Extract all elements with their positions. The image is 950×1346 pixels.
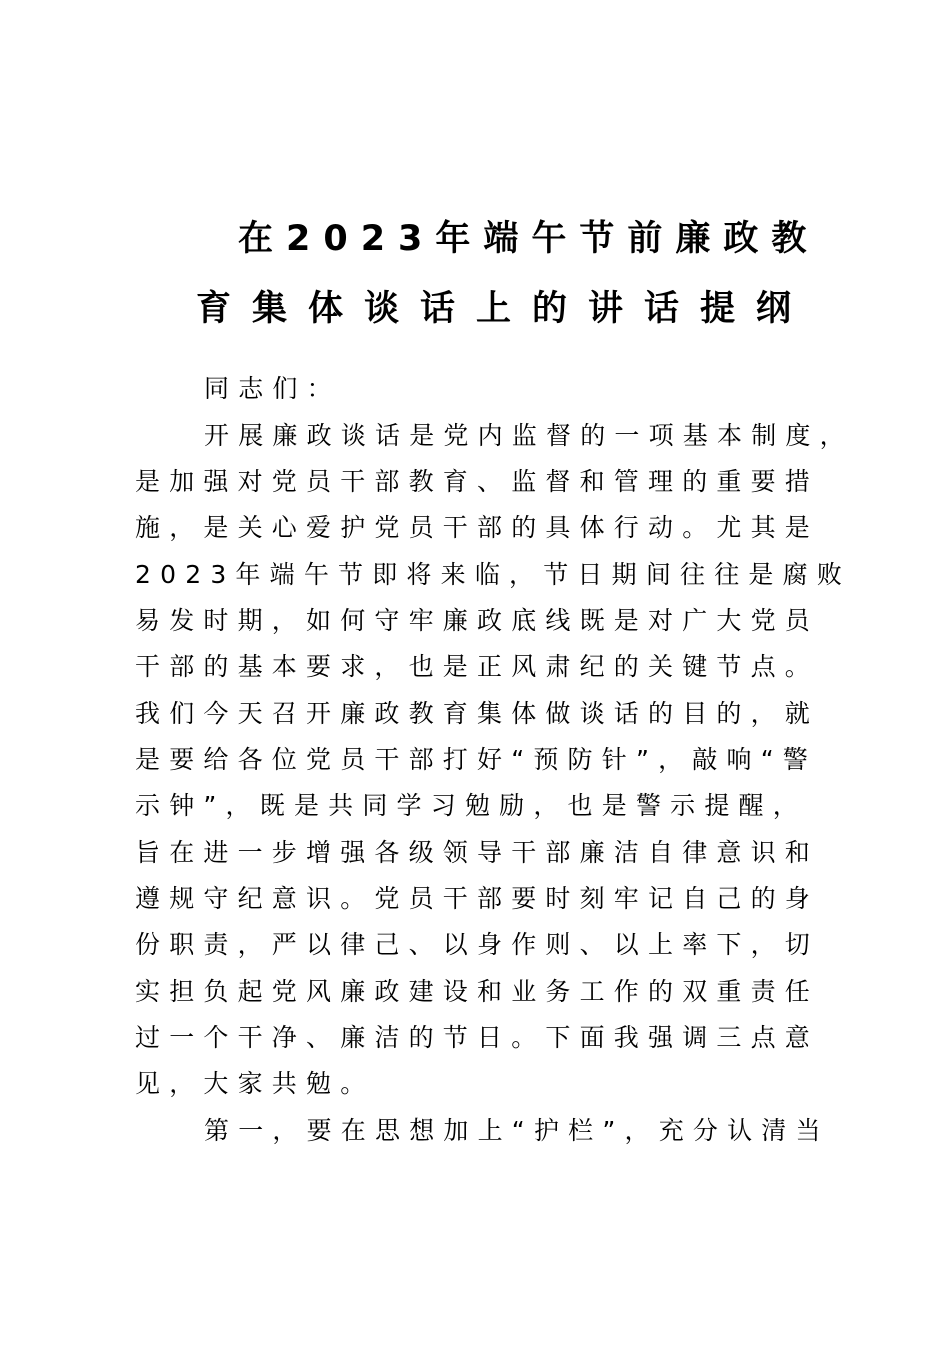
paragraph-1-line-1: 开展廉政谈话是党内监督的一项基本制度，	[204, 421, 854, 450]
paragraph-1-line-4: 2023年端午节即将来临，节日期间往往是腐败	[135, 560, 852, 589]
title-line-2: 育集体谈话上的讲话提纲	[196, 289, 813, 329]
paragraph-1-line-12: 份职责，严以律己、以身作则、以上率下，切	[135, 930, 820, 959]
paragraph-1-line-8: 是要给各位党员干部打好“预防针”，敲响“警	[135, 745, 818, 774]
paragraph-1-line-9: 示钟”，既是共同学习勉励，也是警示提醒，	[135, 791, 807, 820]
paragraph-1-line-3: 施，是关心爱护党员干部的具体行动。尤其是	[135, 513, 820, 542]
paragraph-1-line-15: 见，大家共勉。	[135, 1069, 375, 1098]
paragraph-1-line-7: 我们今天召开廉政教育集体做谈话的目的，就	[135, 699, 820, 728]
paragraph-2-line-1: 第一，要在思想加上“护栏”，充分认清当	[204, 1116, 830, 1145]
paragraph-1-line-6: 干部的基本要求，也是正风肃纪的关键节点。	[135, 652, 820, 681]
paragraph-1-line-13: 实担负起党风廉政建设和业务工作的双重责任	[135, 977, 820, 1006]
paragraph-1-line-11: 遵规守纪意识。党员干部要时刻牢记自己的身	[135, 884, 820, 913]
title-line-1: 在2023年端午节前廉政教	[238, 219, 820, 259]
paragraph-1-line-5: 易发时期，如何守牢廉政底线既是对广大党员	[135, 606, 820, 635]
salutation: 同志们：	[204, 374, 341, 403]
paragraph-1-line-14: 过一个干净、廉洁的节日。下面我强调三点意	[135, 1023, 820, 1052]
paragraph-1-line-2: 是加强对党员干部教育、监督和管理的重要措	[135, 467, 820, 496]
paragraph-1-line-10: 旨在进一步增强各级领导干部廉洁自律意识和	[135, 838, 820, 867]
